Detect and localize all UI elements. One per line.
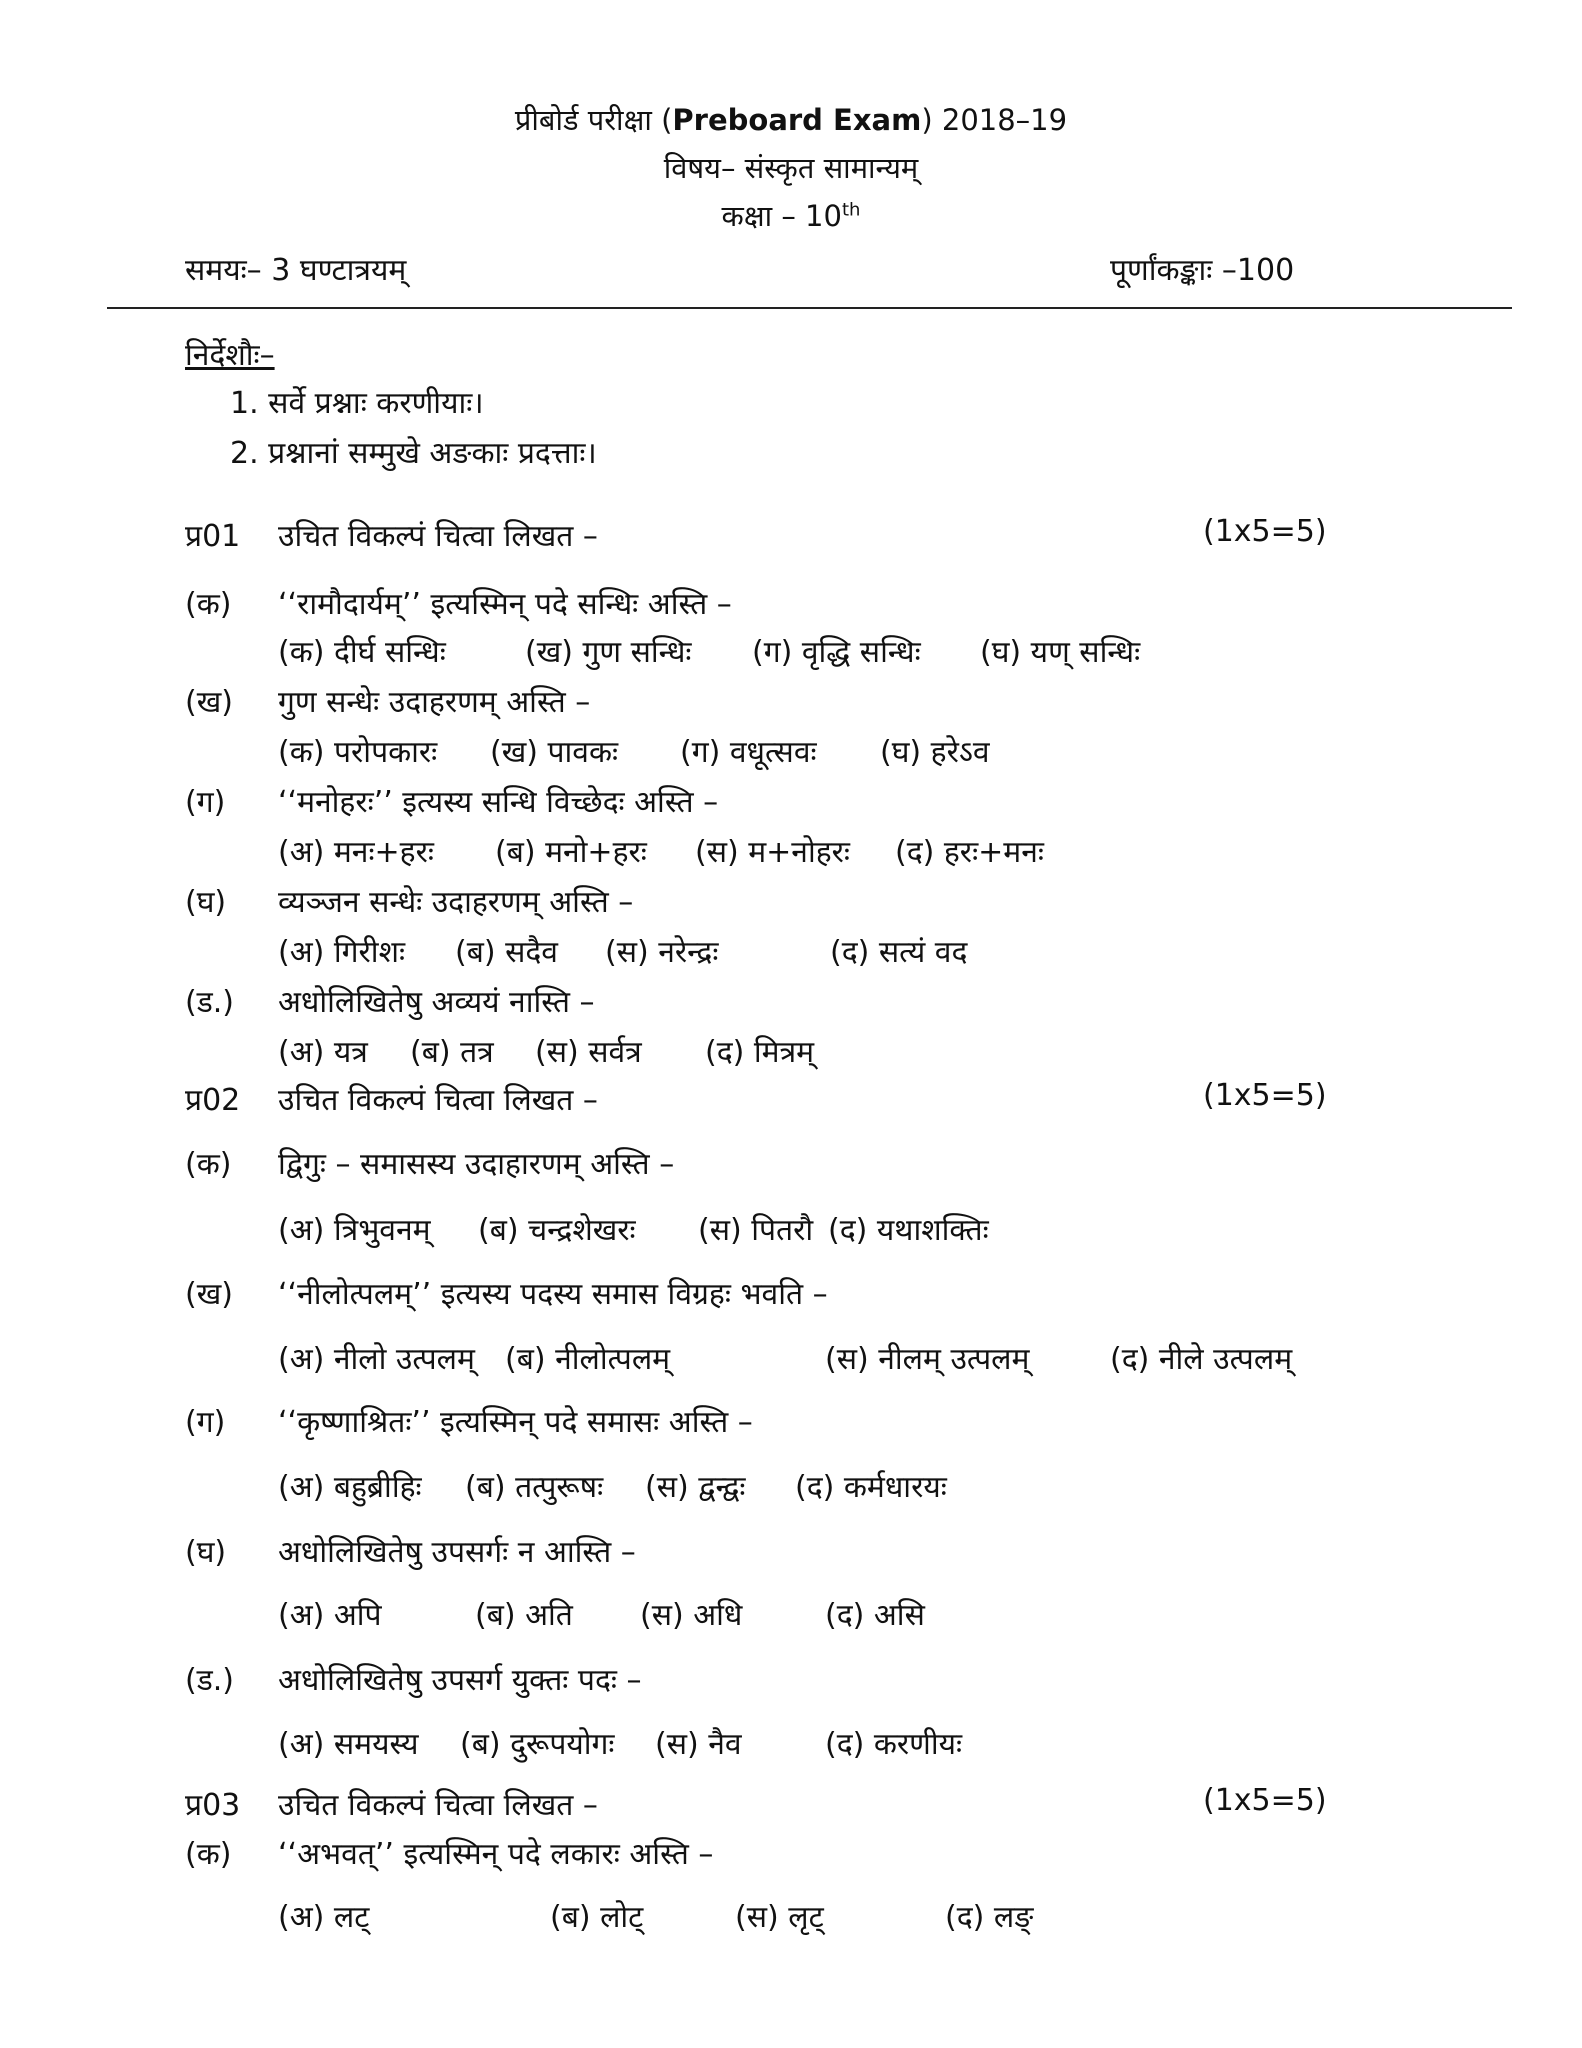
part-label: (ड.): [185, 1663, 234, 1698]
part-text: ‘‘मनोहरः’’ इत्यस्य सन्धि विच्छेदः अस्ति –: [278, 785, 719, 820]
part-label: (ग): [185, 785, 226, 820]
option: (ब) लोट्: [550, 1900, 644, 1935]
option: (अ) बहुब्रीहिः: [278, 1470, 422, 1505]
exam-title: [0, 100, 1582, 139]
question-text: उचित विकल्पं चित्वा लिखत –: [278, 1788, 598, 1823]
question-text: उचित विकल्पं चित्वा लिखत –: [278, 519, 598, 554]
option: (स) म+नोहरः: [695, 835, 850, 870]
question-marks: (1x5=5): [1203, 1783, 1327, 1818]
option: (स) अधि: [640, 1598, 743, 1633]
part-label: (ड.): [185, 985, 234, 1020]
option: (अ) नीलो उत्पलम्: [278, 1342, 475, 1377]
option: (स) द्वन्द्वः: [645, 1470, 746, 1505]
option: (द) सत्यं वद: [830, 935, 968, 970]
part-text: ‘‘अभवत्’’ इत्यस्मिन् पदे लकारः अस्ति –: [278, 1837, 714, 1872]
question-marks: (1x5=5): [1203, 514, 1327, 549]
option: (अ) अपि: [278, 1598, 382, 1633]
part-label: (घ): [185, 1535, 227, 1570]
instructions-title: निर्देशौः–: [185, 338, 275, 373]
option: (स) नरेन्द्रः: [605, 935, 719, 970]
option: (क) दीर्घ सन्धिः: [278, 635, 446, 670]
option: (ब) नीलोत्पलम्: [505, 1342, 671, 1377]
exam-title-suffix: ) 2018–19: [921, 103, 1068, 137]
option: (ब) चन्द्रशेखरः: [478, 1213, 636, 1248]
part-text: ‘‘नीलोत्पलम्’’ इत्यस्य पदस्य समास विग्रहः भवति –: [278, 1277, 828, 1312]
option: (ब) अति: [475, 1598, 573, 1633]
part-text: अधोलिखितेषु उपसर्ग युक्तः पदः –: [278, 1663, 642, 1698]
part-label: (घ): [185, 885, 227, 920]
question-number: प्र01: [185, 519, 241, 554]
part-text: ‘‘कृष्णाश्रितः’’ इत्यस्मिन् पदे समासः अस्ति –: [278, 1405, 753, 1440]
option: (अ) लट्: [278, 1900, 370, 1935]
option: (द) नीले उत्पलम्: [1110, 1342, 1293, 1377]
class-line: [0, 196, 1582, 235]
option: (अ) त्रिभुवनम्: [278, 1213, 431, 1248]
option: (द) मित्रम्: [705, 1035, 815, 1070]
part-text: अधोलिखितेषु अव्ययं नास्ति –: [278, 985, 595, 1020]
part-text: ‘‘रामौदार्यम्’’ इत्यस्मिन् पदे सन्धिः अस्ति –: [278, 587, 732, 622]
option: (द) यथाशक्तिः: [828, 1213, 989, 1248]
exam-title-prefix: प्रीबोर्ड परीक्षा (: [514, 103, 673, 137]
part-text: द्विगुः – समासस्य उदाहारणम् अस्ति –: [278, 1147, 675, 1182]
option: (अ) यत्र: [278, 1035, 368, 1070]
option: (स) नीलम् उत्पलम्: [825, 1342, 1030, 1377]
option: (स) नैव: [655, 1727, 742, 1762]
option: (क) परोपकारः: [278, 735, 438, 770]
option: (अ) गिरीशः: [278, 935, 406, 970]
part-label: (ग): [185, 1405, 226, 1440]
max-marks-label: पूर्णांकङ्काः –100: [1110, 253, 1295, 288]
option: (ख) पावकः: [490, 735, 619, 770]
part-label: (क): [185, 1147, 232, 1182]
time-label: समयः– 3 घण्टात्रयम्: [185, 253, 407, 288]
exam-title-bold: Preboard Exam: [672, 103, 922, 137]
option: (स) पितरौ: [698, 1213, 814, 1248]
question-marks: (1x5=5): [1203, 1078, 1327, 1113]
option: (द) कर्मधारयः: [795, 1470, 947, 1505]
subject-line: विषय– संस्कृत सामान्यम्: [663, 151, 919, 185]
class-label: कक्षा – 10: [721, 199, 842, 233]
instruction-item: 2. प्रश्नानां सम्मुखे अङकाः प्रदत्ताः।: [230, 436, 597, 471]
part-label: (क): [185, 1837, 232, 1872]
header-divider: [107, 307, 1512, 309]
option: (ब) सदैव: [455, 935, 558, 970]
question-number: प्र03: [185, 1788, 241, 1823]
option: (ग) वधूत्सवः: [680, 735, 817, 770]
option: (अ) मनः+हरः: [278, 835, 434, 870]
option: (ब) तत्पुरूषः: [465, 1470, 604, 1505]
part-label: (क): [185, 587, 232, 622]
option: (द) करणीयः: [825, 1727, 963, 1762]
part-label: (ख): [185, 685, 233, 720]
option: (घ) यण् सन्धिः: [980, 635, 1141, 670]
option: (अ) समयस्य: [278, 1727, 419, 1762]
option: (ग) वृद्धि सन्धिः: [752, 635, 921, 670]
option: (द) हरः+मनः: [895, 835, 1044, 870]
option: (ख) गुण सन्धिः: [525, 635, 692, 670]
option: (द) लङ्: [945, 1900, 1034, 1935]
option: (घ) हरेऽव: [880, 735, 990, 770]
part-text: अधोलिखितेषु उपसर्गः न आस्ति –: [278, 1535, 636, 1570]
question-number: प्र02: [185, 1083, 241, 1118]
instruction-item: 1. सर्वे प्रश्नाः करणीयाः।: [230, 386, 484, 421]
part-label: (ख): [185, 1277, 233, 1312]
option: (द) असि: [825, 1598, 925, 1633]
class-sup: th: [841, 199, 861, 221]
part-text: गुण सन्धेः उदाहरणम् अस्ति –: [278, 685, 591, 720]
question-text: उचित विकल्पं चित्वा लिखत –: [278, 1083, 598, 1118]
option: (ब) तत्र: [410, 1035, 494, 1070]
part-text: व्यञ्जन सन्धेः उदाहरणम् अस्ति –: [278, 885, 634, 920]
option: (ब) दुरूपयोगः: [460, 1727, 615, 1762]
option: (स) सर्वत्र: [535, 1035, 642, 1070]
option: (स) लृट्: [735, 1900, 824, 1935]
option: (ब) मनो+हरः: [495, 835, 647, 870]
